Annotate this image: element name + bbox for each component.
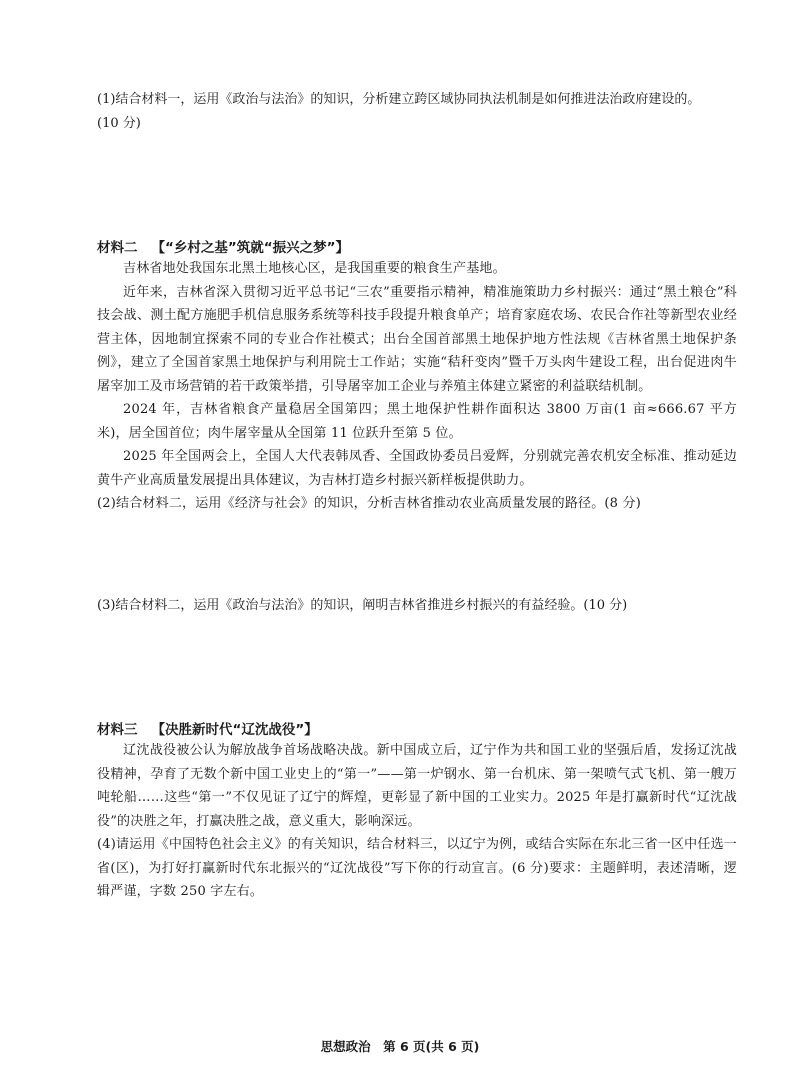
material-2-paragraph: 吉林省地处我国东北黑土地核心区，是我国重要的粮食生产基地。 (123, 261, 506, 276)
material-2-paragraph: 2024 年，吉林省粮食产量稳居全国第四；黑土地保护性耕作面积达 3800 万亩(1 亩≈666.67 平方米)，居全国首位；肉牛屠宰量从全国第 11 位跃升至第 5 位。 (97, 402, 737, 441)
material-3-title: 【决胜新时代“辽沈战役”】 (151, 722, 318, 738)
material-3-heading (97, 720, 318, 740)
question-1-score: (10 分) (97, 116, 141, 131)
material-3-body (97, 739, 737, 904)
question-1-text: (1)结合材料一，运用《政治与法治》的知识，分析建立跨区域协同执法机制是如何推进法治政府建设的。 (97, 92, 701, 107)
material-2-label: 材料二 (97, 240, 138, 256)
question-1 (97, 88, 737, 136)
material-2-title: 【“乡村之基”筑就“振兴之梦”】 (151, 240, 349, 256)
material-2-heading (97, 238, 349, 258)
question-2: (2)结合材料二，运用《经济与社会》的知识，分析吉林省推动农业高质量发展的路径。(8 分) (97, 496, 641, 511)
question-3: (3)结合材料二，运用《政治与法治》的知识，阐明吉林省推进乡村振兴的有益经验。(10 分) (97, 598, 628, 613)
material-2-paragraph: 近年来，吉林省深入贯彻习近平总书记“三农”重要指示精神，精准施策助力乡村振兴：通过“黑土粮仓”科技会战、测土配方施肥手机信息服务系统等科技手段提升粮食单产；培育家庭农场、农民合作社等新型农业经营主体，因地制宜探索不同的专业合作社模式；出台全国首部黑土地保护地方性法规《吉林省黑土地保护条例》，建立了全国首家黑土地保护与利用院士工作站；实施“秸秆变肉”暨千万头肉牛建设工程，出台促进肉牛屠宰加工及市场营销的若干政策举措，引导屠宰加工企业与养殖主体建立紧密的利益联结机制。 (97, 284, 737, 394)
material-2-paragraph: 2025 年全国两会上，全国人大代表韩凤香、全国政协委员吕爱辉，分别就完善农机安全标准、推动延边黄牛产业高质量发展提出具体建议，为吉林打造乡村振兴新样板提供助力。 (97, 449, 737, 488)
material-2-body (97, 257, 737, 516)
material-3-paragraph: 辽沈战役被公认为解放战争首场战略决战。新中国成立后，辽宁作为共和国工业的坚强后盾，发扬辽沈战役精神，孕育了无数个新中国工业史上的“第一”——第一炉钢水、第一台机床、第一架喷气式飞机、第一艘万吨轮船……这些“第一”不仅见证了辽宁的辉煌，更彰显了新中国的工业实力。2025 年是打赢新时代“辽沈战役”的决胜之年，打赢决胜之战，意义重大，影响深远。 (97, 743, 737, 829)
question-4: (4)请运用《中国特色社会主义》的有关知识，结合材料三，以辽宁为例，或结合实际在东北三省一区中任选一省(区)，为打好打赢新时代东北振兴的“辽沈战役”写下你的行动宣言。(6 分)要求：主题鲜明，表述清晰，逻辑严谨，字数 250 字左右。 (97, 837, 737, 899)
material-3-label: 材料三 (97, 722, 138, 738)
page-footer: 思想政治 第 6 页(共 6 页) (320, 1039, 480, 1054)
